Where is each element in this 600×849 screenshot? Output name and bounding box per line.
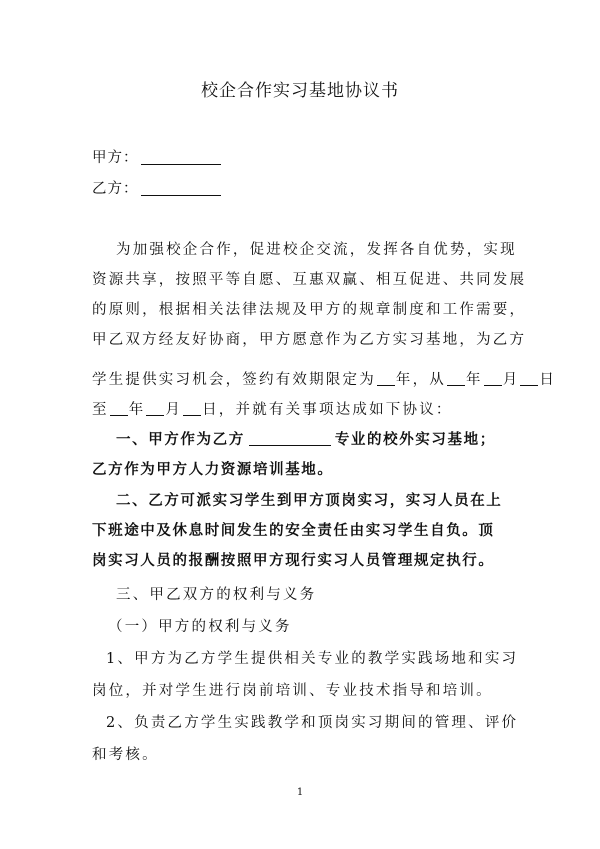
party-b-blank xyxy=(141,194,221,196)
clause-1-line: 乙方作为甲方人力资源培训基地。 xyxy=(92,461,334,478)
intro-line-end: 至 年 月 日，并就有关事项达成如下协议： xyxy=(92,402,453,418)
end-day-blank xyxy=(183,403,201,416)
end-month-blank xyxy=(146,403,164,416)
years-blank xyxy=(377,373,395,386)
intro-line: 资源共享，按照平等自愿、互惠双赢、相互促进、共同发展 xyxy=(92,272,527,288)
clause-1-line: 一、甲方作为乙方 专业的校外实习基地； xyxy=(116,431,496,448)
intro-line: 为加强校企合作，促进校企交流，发挥各自优势，实现 xyxy=(116,242,517,258)
start-day-blank xyxy=(520,373,538,386)
party-a-blank xyxy=(141,163,221,165)
clause-2-line: 二、乙方可派实习学生到甲方顶岗实习，实习人员在上 xyxy=(116,492,503,509)
start-year-blank xyxy=(447,373,465,386)
clause-2-line: 下班途中及休息时间发生的安全责任由实习学生自负。顶 xyxy=(92,522,495,539)
page-number: 1 xyxy=(296,787,304,798)
party-a-label: 甲方： xyxy=(92,150,139,166)
start-month-blank xyxy=(484,373,502,386)
party-b-row xyxy=(92,177,221,198)
party-a-row xyxy=(92,146,221,167)
intro-line: 甲乙双方经友好协商，甲方愿意作为乙方实习基地，为乙方 xyxy=(92,332,527,348)
end-year-blank xyxy=(110,403,128,416)
clause-3-item: 岗位，并对学生进行岗前培训、专业技术指导和培训。 xyxy=(92,683,493,699)
party-b-label: 乙方： xyxy=(92,181,139,197)
intro-line-term: 学生提供实习机会，签约有效期限定为 年，从 年 月 日 xyxy=(92,372,557,388)
clause-3-item: 2、负责乙方学生实践教学和顶岗实习期间的管理、评价 xyxy=(106,715,519,731)
clause-3-heading: 三、甲乙双方的权利与义务 xyxy=(116,587,317,603)
major-blank xyxy=(249,433,331,446)
intro-line: 的原则，根据相关法律法规及甲方的规章制度和工作需要， xyxy=(92,302,527,318)
clause-2-line: 岗实习人员的报酬按照甲方现行实习人员管理规定执行。 xyxy=(92,552,495,569)
clause-3-item: 1、甲方为乙方学生提供相关专业的教学实践场地和实习 xyxy=(106,651,519,667)
clause-3-item: 和考核。 xyxy=(92,747,159,763)
document-title: 校企合作实习基地协议书 xyxy=(201,81,399,101)
clause-3-subheading: （一）甲方的权利与义务 xyxy=(108,619,292,635)
